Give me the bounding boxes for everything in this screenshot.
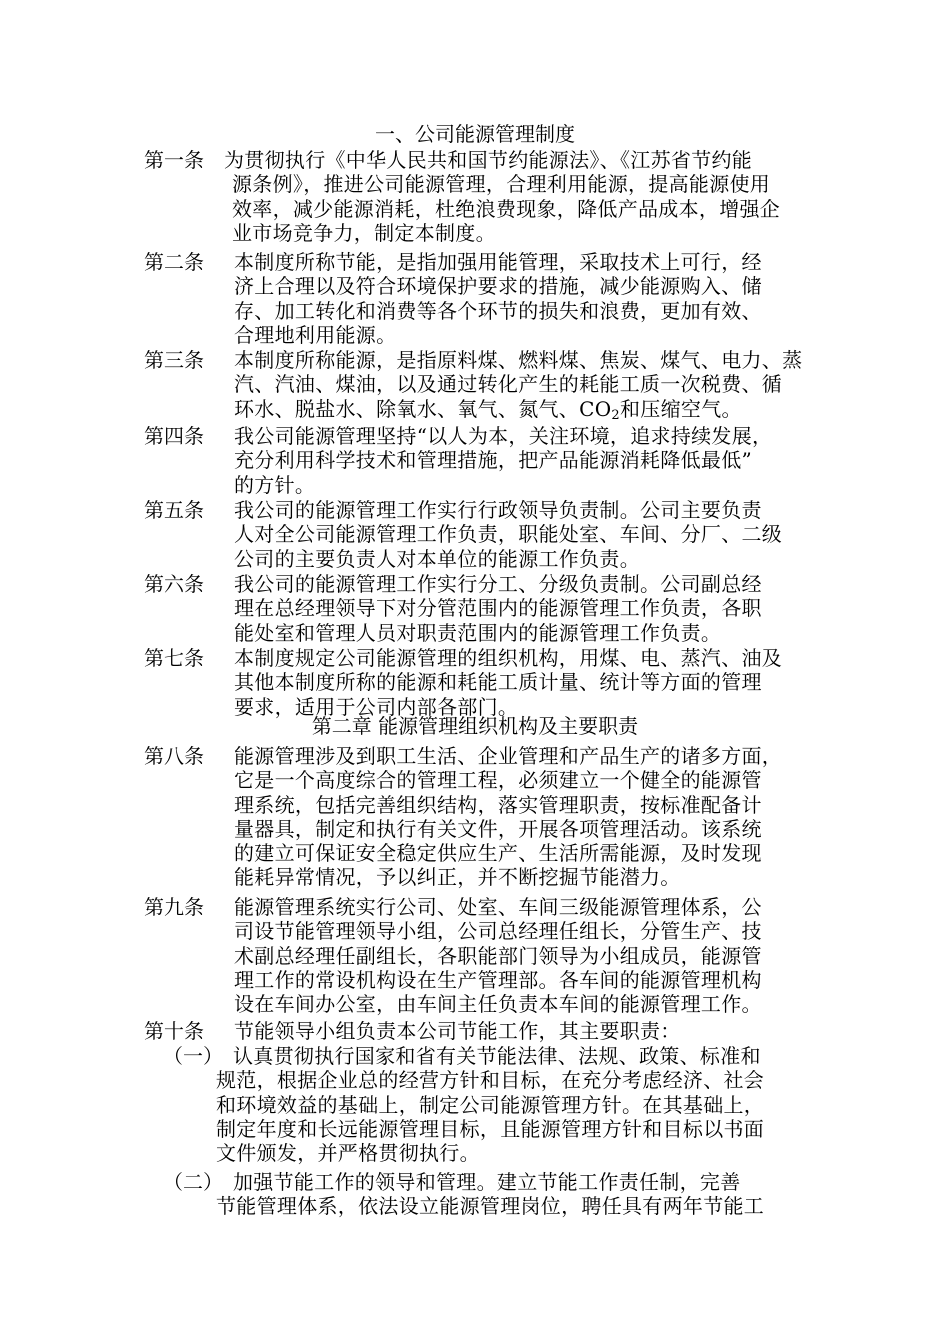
article-label: 第二条 xyxy=(144,250,204,274)
article-line: 节能领导小组负责本公司节能工作，其主要职责： xyxy=(234,1019,681,1043)
co2-formula xyxy=(579,397,620,421)
article-line: 源条例》，推进公司能源管理，合理利用能源，提高能源使用 xyxy=(232,172,771,197)
article-label: 第五条 xyxy=(144,498,204,522)
article-body xyxy=(234,1019,824,1043)
item-line: 加强节能工作的领导和管理。建立节能工作责任制，完善 xyxy=(233,1170,741,1194)
item-line: 认真贯彻执行国家和省有关节能法律、法规、政策、标准和 xyxy=(233,1044,761,1068)
item-line: 文件颁发，并严格贯彻执行。 xyxy=(216,1141,480,1166)
article-label: 第九条 xyxy=(144,895,204,919)
item-line: 节能管理体系，依法设立能源管理岗位，聘任具有两年节能工 xyxy=(216,1194,765,1219)
article-line-tail: 和压缩空气。 xyxy=(620,396,742,421)
item-label: （二） xyxy=(163,1170,223,1194)
article-line: 我公司的能源管理工作实行行政领导负责制。公司主要负责 xyxy=(234,498,762,522)
article-label: 第十条 xyxy=(144,1019,204,1043)
article-line: 它是一个高度综合的管理工程，必须建立一个健全的能源管 xyxy=(234,768,762,793)
article-line: 其他本制度所称的能源和耗能工质计量、统计等方面的管理 xyxy=(234,670,762,695)
co2-subscript: 2 xyxy=(611,407,620,423)
article-line: 理在总经理领导下对分管范围内的能源管理工作负责，各职 xyxy=(234,596,762,621)
article-label: 第八条 xyxy=(144,744,204,768)
item-label: （一） xyxy=(163,1044,223,1068)
article-line: 效率，减少能源消耗，杜绝浪费现象，降低产品成本，增强企 xyxy=(232,196,781,221)
item-line: 制定年度和长远能源管理目标，且能源管理方针和目标以书面 xyxy=(216,1116,765,1141)
article-line: 我公司能源管理坚持“以人为本，关注环境，追求持续发展， xyxy=(234,424,773,448)
article-line: 能源管理涉及到职工生活、企业管理和产品生产的诸多方面， xyxy=(234,744,783,768)
article-line: 公司的主要负责人对本单位的能源工作负责。 xyxy=(234,546,640,571)
article-body xyxy=(234,498,824,571)
item-body xyxy=(163,1170,823,1219)
article-line: 本制度所称节能，是指加强用能管理，采取技术上可行，经 xyxy=(234,250,762,274)
article-label: 第三条 xyxy=(144,348,204,372)
item-line: 和环境效益的基础上，制定公司能源管理方针。在其基础上， xyxy=(216,1092,765,1117)
article-line: 理工作的常设机构设在生产管理部。各车间的能源管理机构 xyxy=(234,967,762,992)
article-body xyxy=(234,646,824,719)
article-line: 能处室和管理人员对职责范围内的能源管理工作负责。 xyxy=(234,620,722,645)
article-line: 汽、汽油、煤油，以及通过转化产生的耗能工质一次税费、循 xyxy=(234,372,783,397)
article-line: 我公司的能源管理工作实行分工、分级负责制。公司副总经 xyxy=(234,572,762,596)
article-line: 设在车间办公室，由车间主任负责本车间的能源管理工作。 xyxy=(234,992,762,1017)
article-line: 术副总经理任副组长，各职能部门领导为小组成员，能源管 xyxy=(234,943,762,968)
article-line: 要求，适用于公司内部各部门。 xyxy=(234,694,519,719)
article-line: 的建立可保证安全稳定供应生产、生活所需能源，及时发现 xyxy=(234,841,762,866)
article-label: 第六条 xyxy=(144,572,204,596)
article-line: 为贯彻执行《中华人民共和国节约能源法》、《江苏省节约能 xyxy=(224,148,753,172)
article-line: 济上合理以及符合环境保护要求的措施，减少能源购入、储 xyxy=(234,274,762,299)
article-body xyxy=(224,148,814,245)
article-line: 充分利用科学技术和管理措施，把产品能源消耗降低最低” xyxy=(234,448,753,473)
article-body xyxy=(234,572,824,645)
article-label: 第一条 xyxy=(144,148,204,172)
article-line-text: 环水、脱盐水、除氧水、氧气、氮气、 xyxy=(234,396,580,421)
article-line: 的方针。 xyxy=(234,472,316,497)
item-body xyxy=(163,1044,823,1165)
chapter-title: 第二章 能源管理组织机构及主要职责 xyxy=(311,714,639,738)
article-body xyxy=(234,250,824,347)
co2-co: CO xyxy=(579,396,612,421)
article-label: 第四条 xyxy=(144,424,204,448)
article-line xyxy=(234,397,824,421)
article-line: 存、加工转化和消费等各个环节的损失和浪费，更加有效、 xyxy=(234,298,762,323)
article-line: 能源管理系统实行公司、处室、车间三级能源管理体系，公 xyxy=(234,895,762,919)
article-body xyxy=(234,424,824,497)
article-line: 本制度规定公司能源管理的组织机构，用煤、电、蒸汽、油及 xyxy=(234,646,783,670)
article-line: 理系统，包括完善组织结构，落实管理职责，按标准配备计 xyxy=(234,792,762,817)
article-label: 第七条 xyxy=(144,646,204,670)
article-line: 本制度所称能源，是指原料煤、燃料煤、焦炭、煤气、电力、蒸 xyxy=(234,348,803,372)
article-line: 司设节能管理领导小组，公司总经理任组长，分管生产、技 xyxy=(234,919,762,944)
article-body xyxy=(234,348,824,421)
article-line: 量器具，制定和执行有关文件，开展各项管理活动。该系统 xyxy=(234,816,762,841)
article-line: 业市场竞争力，制定本制度。 xyxy=(232,220,496,245)
item-line: 规范，根据企业总的经营方针和目标，在充分考虑经济、社会 xyxy=(216,1068,765,1093)
article-body xyxy=(234,744,824,890)
article-line: 人对全公司能源管理工作负责，职能处室、车间、分厂、二级 xyxy=(234,522,783,547)
article-line: 合理地利用能源。 xyxy=(234,322,397,347)
article-line: 能耗异常情况，予以纠正，并不断挖掘节能潜力。 xyxy=(234,865,681,890)
article-body xyxy=(234,895,824,1016)
document-title: 一、公司能源管理制度 xyxy=(375,122,575,146)
